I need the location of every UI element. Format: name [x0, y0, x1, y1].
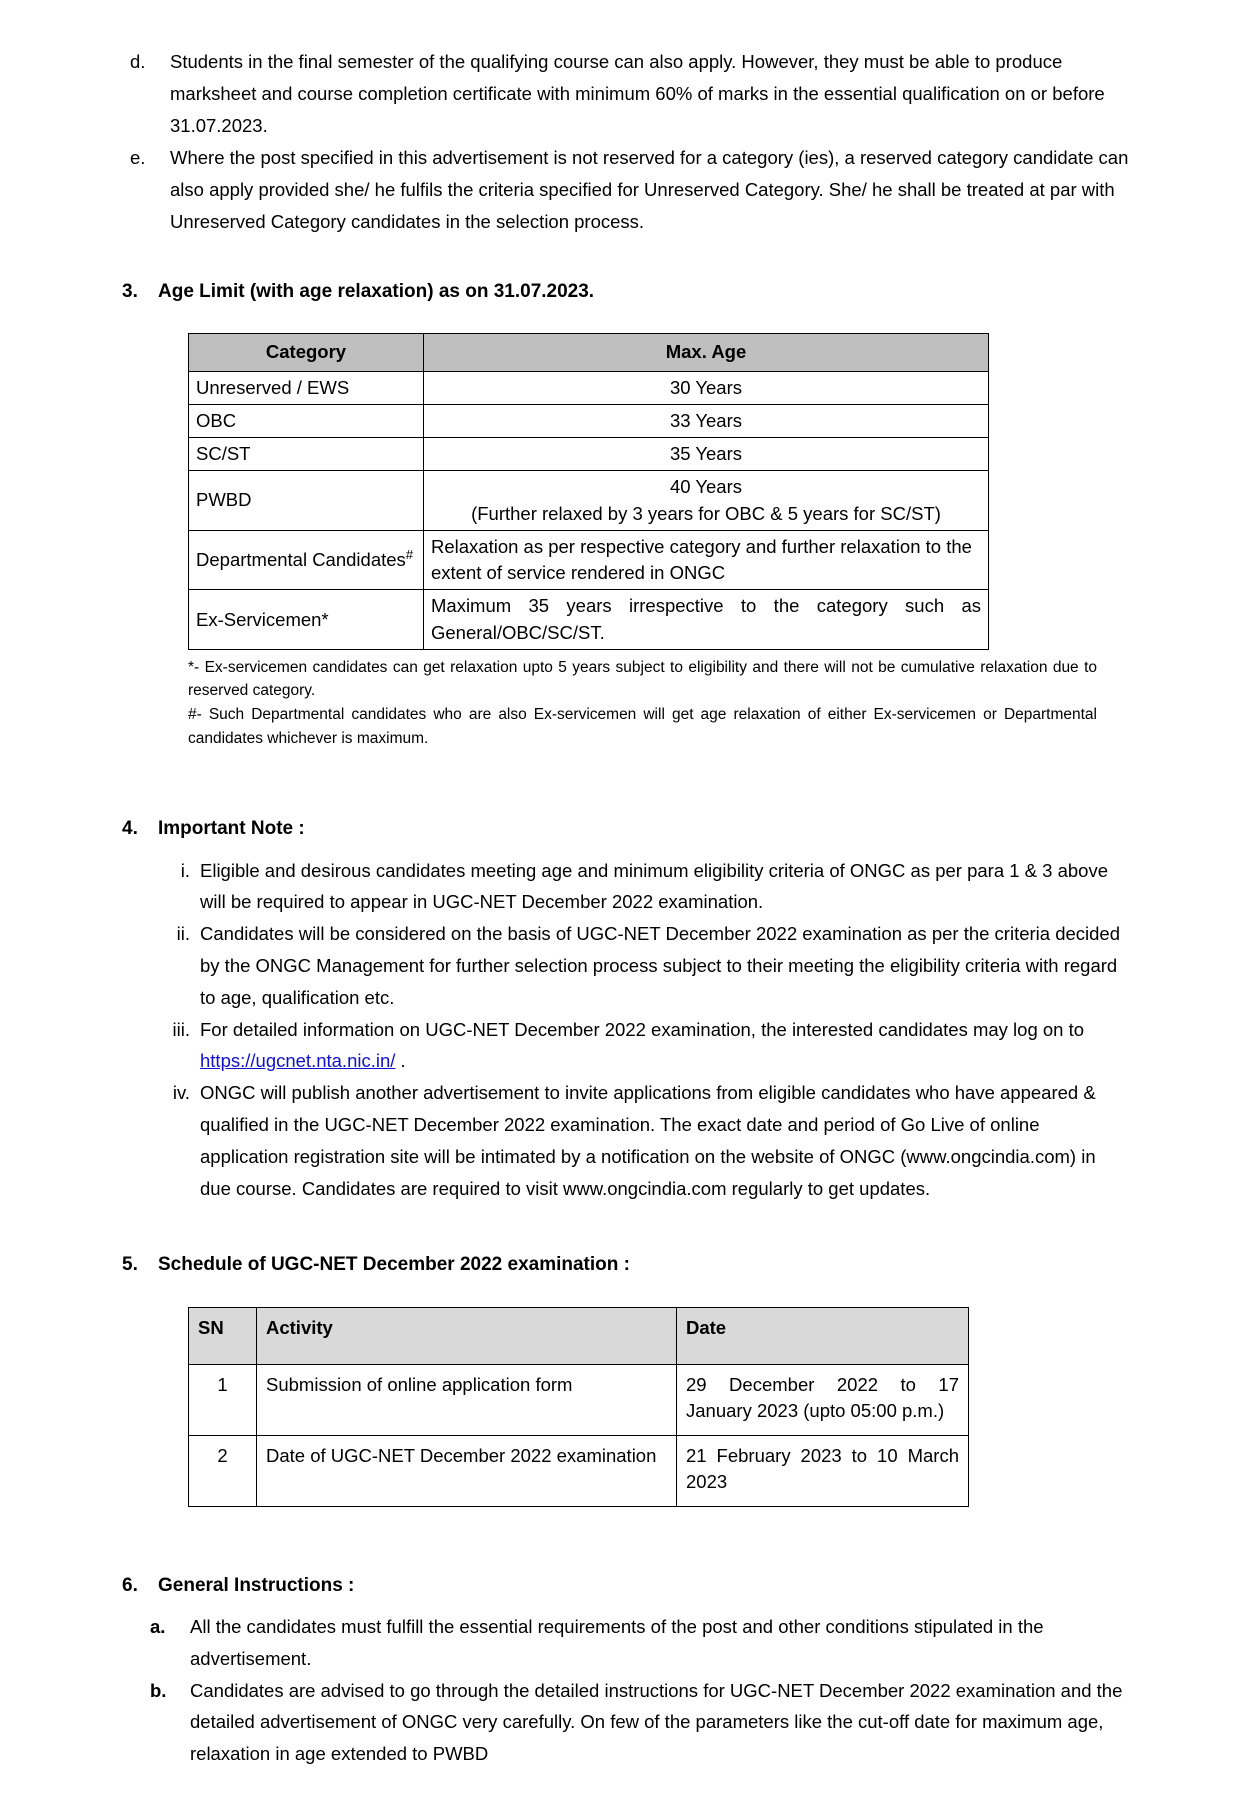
section-6-heading: [112, 1571, 1129, 1601]
section-3-heading: [112, 277, 1129, 307]
column-header-category: Category: [189, 334, 424, 371]
cell-category: Departmental Candidates#: [189, 530, 424, 590]
table-row: [189, 471, 989, 531]
section-5-title: Schedule of UGC-NET December 2022 examination :: [158, 1254, 630, 1276]
cell-activity: Submission of online application form: [257, 1364, 677, 1435]
column-header-date: Date: [677, 1307, 969, 1364]
list-item-text: All the candidates must fulfill the essential requirements of the post and other conditions stipulated in the advertisement.: [190, 1616, 1044, 1669]
footnote-hash: #- Such Departmental candidates who are also Ex-servicemen will get age relaxation of either Ex-servicemen or Departmental candidates whichever is maximum.: [188, 706, 1097, 747]
list-marker: b.: [150, 1679, 167, 1701]
section-4-number: 4.: [122, 818, 138, 840]
schedule-table: [188, 1307, 969, 1507]
list-item: [112, 1077, 1129, 1204]
cell-max-age: Maximum 35 years irrespective to the category such as General/OBC/SC/ST.: [424, 590, 989, 650]
list-item: [112, 142, 1129, 237]
list-item-text: Students in the final semester of the qualifying course can also apply. However, they must be able to produce marksheet and course completion certificate with minimum 60% of marks in the essential qualification on or before 31.07.2023.: [170, 51, 1105, 136]
list-item: [112, 1014, 1129, 1078]
age-limit-table: [188, 333, 989, 650]
list-item: [112, 1611, 1129, 1675]
cell-max-age: 40 Years (Further relaxed by 3 years for OBC & 5 years for SC/ST): [424, 471, 989, 531]
list-marker: iii.: [172, 1018, 190, 1040]
column-header-activity: Activity: [257, 1307, 677, 1364]
table-row: [189, 438, 989, 471]
section-4-heading: [112, 814, 1129, 844]
section-6-number: 6.: [122, 1574, 138, 1596]
section-4-title: Important Note :: [158, 818, 305, 840]
list-marker: a.: [150, 1616, 166, 1638]
section-5-heading: [112, 1250, 1129, 1280]
list-item-text: Candidates will be considered on the basis of UGC-NET December 2022 examination as per the criteria decided by the ONGC Management for further selection process subject to their meeting the eligibility criteria with regard to age, qualification etc.: [200, 923, 1121, 1008]
section-3-title: Age Limit (with age relaxation) as on 31.07.2023.: [158, 280, 595, 302]
table-header-row: [189, 334, 989, 371]
cell-category: SC/ST: [189, 438, 424, 471]
table-header-row: [189, 1307, 969, 1364]
cell-category: OBC: [189, 404, 424, 437]
list-marker: iv.: [172, 1082, 190, 1104]
cell-category: PWBD: [189, 471, 424, 531]
list-item-text: Eligible and desirous candidates meeting age and minimum eligibility criteria of ONGC as per para 1 & 3 above will be required to appear in UGC-NET December 2022 examination.: [200, 859, 1108, 913]
list-marker: e.: [130, 147, 146, 169]
list-item: [112, 46, 1129, 141]
cell-date: 21 February 2023 to 10 March 2023: [677, 1435, 969, 1506]
intro-alpha-list: [112, 46, 1129, 238]
column-header-sn: SN: [189, 1307, 257, 1364]
list-item-text: Candidates are advised to go through the detailed instructions for UGC-NET December 2022 examination and the detailed advertisement of ONGC very carefully. On few of the parameters like the cut-off date for maximum age, relaxation in age extended to PWBD: [190, 1679, 1123, 1765]
list-item: [112, 918, 1129, 1013]
cell-max-age: 35 Years: [424, 438, 989, 471]
table-row: [189, 404, 989, 437]
list-item: [112, 855, 1129, 919]
table-row: [189, 1435, 969, 1506]
table-row: [189, 371, 989, 404]
cell-category: Ex-Servicemen*: [189, 590, 424, 650]
list-marker: ii.: [176, 923, 190, 945]
table-row: [189, 530, 989, 590]
cell-max-age: Relaxation as per respective category and further relaxation to the extent of service rendered in ONGC: [424, 530, 989, 590]
section-6-title: General Instructions :: [158, 1574, 355, 1596]
list-marker: i.: [180, 859, 190, 881]
important-note-list: [112, 855, 1129, 1205]
table-row: [189, 590, 989, 650]
list-item-text: Where the post specified in this advertisement is not reserved for a category (ies), a reserved category candidate can also apply provided she/ he fulfils the criteria specified for Unreserved Category. She/ he shall be treated at par with Unreserved Category candidates in the selection process.: [170, 147, 1129, 233]
footnote-asterisk: *- Ex-servicemen candidates can get relaxation upto 5 years subject to eligibility and there will not be cumulative relaxation due to reserved category.: [188, 658, 1097, 700]
ugcnet-link[interactable]: https://ugcnet.nta.nic.in/: [200, 1050, 396, 1072]
cell-sn: 1: [189, 1364, 257, 1435]
cell-activity: Date of UGC-NET December 2022 examination: [257, 1435, 677, 1506]
table-row: [189, 1364, 969, 1435]
cell-max-age: 30 Years: [424, 371, 989, 404]
list-item-text: For detailed information on UGC-NET December 2022 examination, the interested candidates may log on to https://ugcnet.nta.nic.in/ .: [200, 1018, 1085, 1072]
list-item-text: ONGC will publish another advertisement to invite applications from eligible candidates who have appeared & qualified in the UGC-NET December 2022 examination. The exact date and period of Go Live of online application registration site will be intimated by a notification on the website of ONGC (www.ongcindia.com) in due course. Candidates are required to visit www.ongcindia.com regularly to get updates.: [200, 1082, 1096, 1199]
section-5-number: 5.: [122, 1254, 138, 1276]
cell-sn: 2: [189, 1435, 257, 1506]
column-header-max-age: Max. Age: [424, 334, 989, 371]
cell-date: 29 December 2022 to 17 January 2023 (upto 05:00 p.m.): [677, 1364, 969, 1435]
list-item: [112, 1675, 1129, 1770]
list-marker: d.: [130, 51, 146, 72]
cell-max-age: 33 Years: [424, 404, 989, 437]
section-3-number: 3.: [122, 280, 138, 302]
general-instructions-list: [112, 1611, 1129, 1770]
cell-category: Unreserved / EWS: [189, 371, 424, 404]
